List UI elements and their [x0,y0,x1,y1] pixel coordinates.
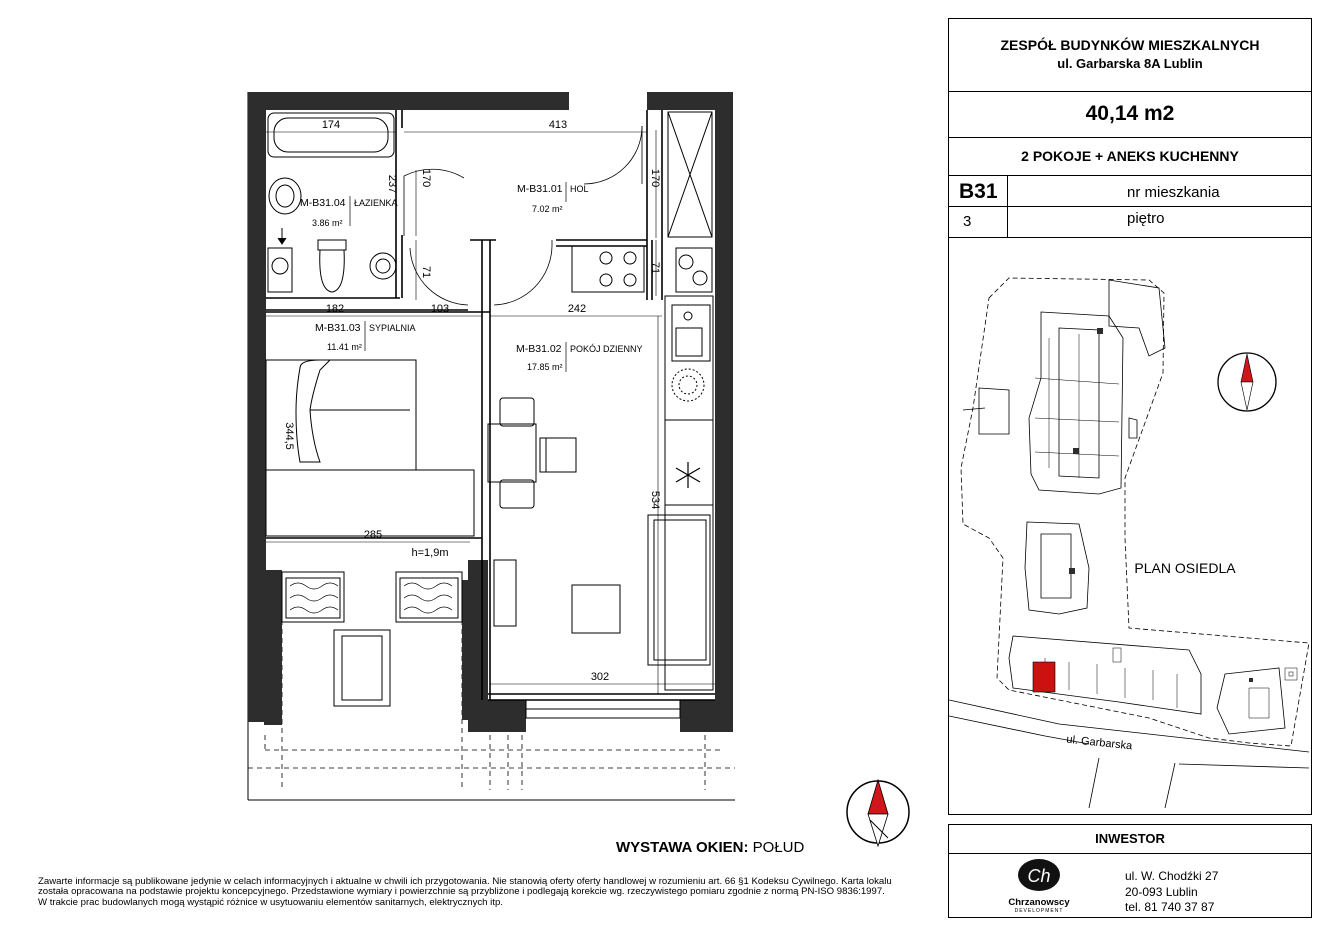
dim-103: 103 [430,303,450,315]
site-plan-label: PLAN OSIEDLA [1134,560,1236,576]
room-name-bathroom: ŁAZIENKA [354,198,398,208]
apartment-highlight [1033,662,1055,692]
dim-bath-height: 237 [386,174,398,194]
dim-182: 182 [325,303,345,315]
room-labels [300,183,643,372]
kitchen-counter [572,246,713,690]
disclaimer-line: została opracowana na podstawie projektu koncepcyjnego. Przedstawione wymiary i powierzchnie są przybliżone i podlegają korekcie wg. rzeczywistego pomiaru zgodnie z normą PN-ISO 9836:1997. [38,886,885,898]
area-row [949,92,1311,138]
exposure-label: WYSTAWA OKIEN: [616,839,749,856]
dim-bath-width: 174 [321,119,341,131]
dim-534: 534 [649,490,661,510]
ventilation-shaft [668,112,712,237]
living-furniture [488,398,710,665]
investor-phone: tel. 81 740 37 87 [1125,900,1215,914]
svg-text:Ch: Ch [1027,866,1051,886]
room-name-bedroom: SYPIALNIA [369,323,416,333]
window-exposure [616,839,804,856]
disclaimer-line: Zawarte informacje są publikowane jedynie w celach informacyjnych i aktualne w chwili ich przygotowania. Nie stanowią oferty oferty handlowej w rozumieniu art. 66 §1 Kodeksu Cywilnego. Karta lokalu [38,876,892,887]
total-area: 40,14 m2 [1085,102,1175,125]
floor-number: 3 [963,213,972,230]
dim-242: 242 [567,303,587,315]
room-name-living: POKÓJ DZIENNY [570,344,643,354]
floor-label: piętro [1127,210,1165,227]
compass-site-icon [1218,353,1276,411]
compass-plan-icon [847,780,909,846]
dim-170a: 170 [420,168,432,188]
dim-71a: 71 [420,265,432,279]
street-label: ul. Garbarska [1065,733,1133,753]
door-swings [404,126,642,305]
project-header [949,19,1311,92]
project-title: ZESPÓŁ BUDYNKÓW MIESZKALNYCH [1000,37,1260,53]
investor-box [948,824,1312,918]
dim-ceiling: h=1,9m [411,547,449,559]
investor-header: INWESTOR [949,825,1311,854]
room-area-bathroom: 3.86 m² [312,218,343,228]
project-address: ul. Garbarska 8A Lublin [1057,56,1203,71]
room-code-bedroom: M-B31.03 [315,322,361,334]
room-area-bedroom: 11.41 m² [327,342,362,352]
dim-bed-height: 344,5 [283,422,295,450]
exposure-value: POŁUD [752,839,805,856]
dim-302: 302 [590,671,610,683]
logo-name: Chrzanowscy [1008,897,1070,908]
dim-hall-width: 413 [548,119,568,131]
investor-logo [999,857,1079,915]
room-code-hol: M-B31.01 [517,183,563,195]
disclaimer [38,877,958,908]
disclaimer-line: W trakcie prac budowlanych mogą wystąpić różnice w usytuowaniu elementów sanitarnych, elektrycznych itp. [38,896,503,908]
apartment-number-label: nr mieszkania [1127,184,1220,201]
investor-address1: ul. W. Chodźki 27 [1125,869,1219,883]
ch-monogram-icon [1016,857,1062,893]
layout-type: 2 POKOJE + ANEKS KUCHENNY [1021,148,1239,164]
dim-71b: 71 [649,261,661,275]
logo-sub: DEVELOPMENT [1014,908,1064,914]
fridge-icon [676,462,700,488]
investor-contact [1125,869,1218,916]
room-code-living: M-B31.02 [516,343,562,355]
investor-address2: 20-093 Lublin [1125,884,1198,899]
site-plan [949,238,1311,814]
room-name-hol: HOL [570,184,589,194]
bed [266,360,474,536]
room-area-hol: 7.02 m² [532,204,563,214]
dim-170b: 170 [649,168,661,188]
dim-285: 285 [363,529,383,541]
window [526,700,680,718]
info-panel [948,18,1312,815]
layout-row [949,138,1311,176]
apartment-number: B31 [959,180,998,203]
apartment-row [949,176,1311,238]
room-area-living: 17.85 m² [527,362,563,372]
room-code-bathroom: M-B31.04 [300,197,346,209]
radiators [282,572,462,706]
